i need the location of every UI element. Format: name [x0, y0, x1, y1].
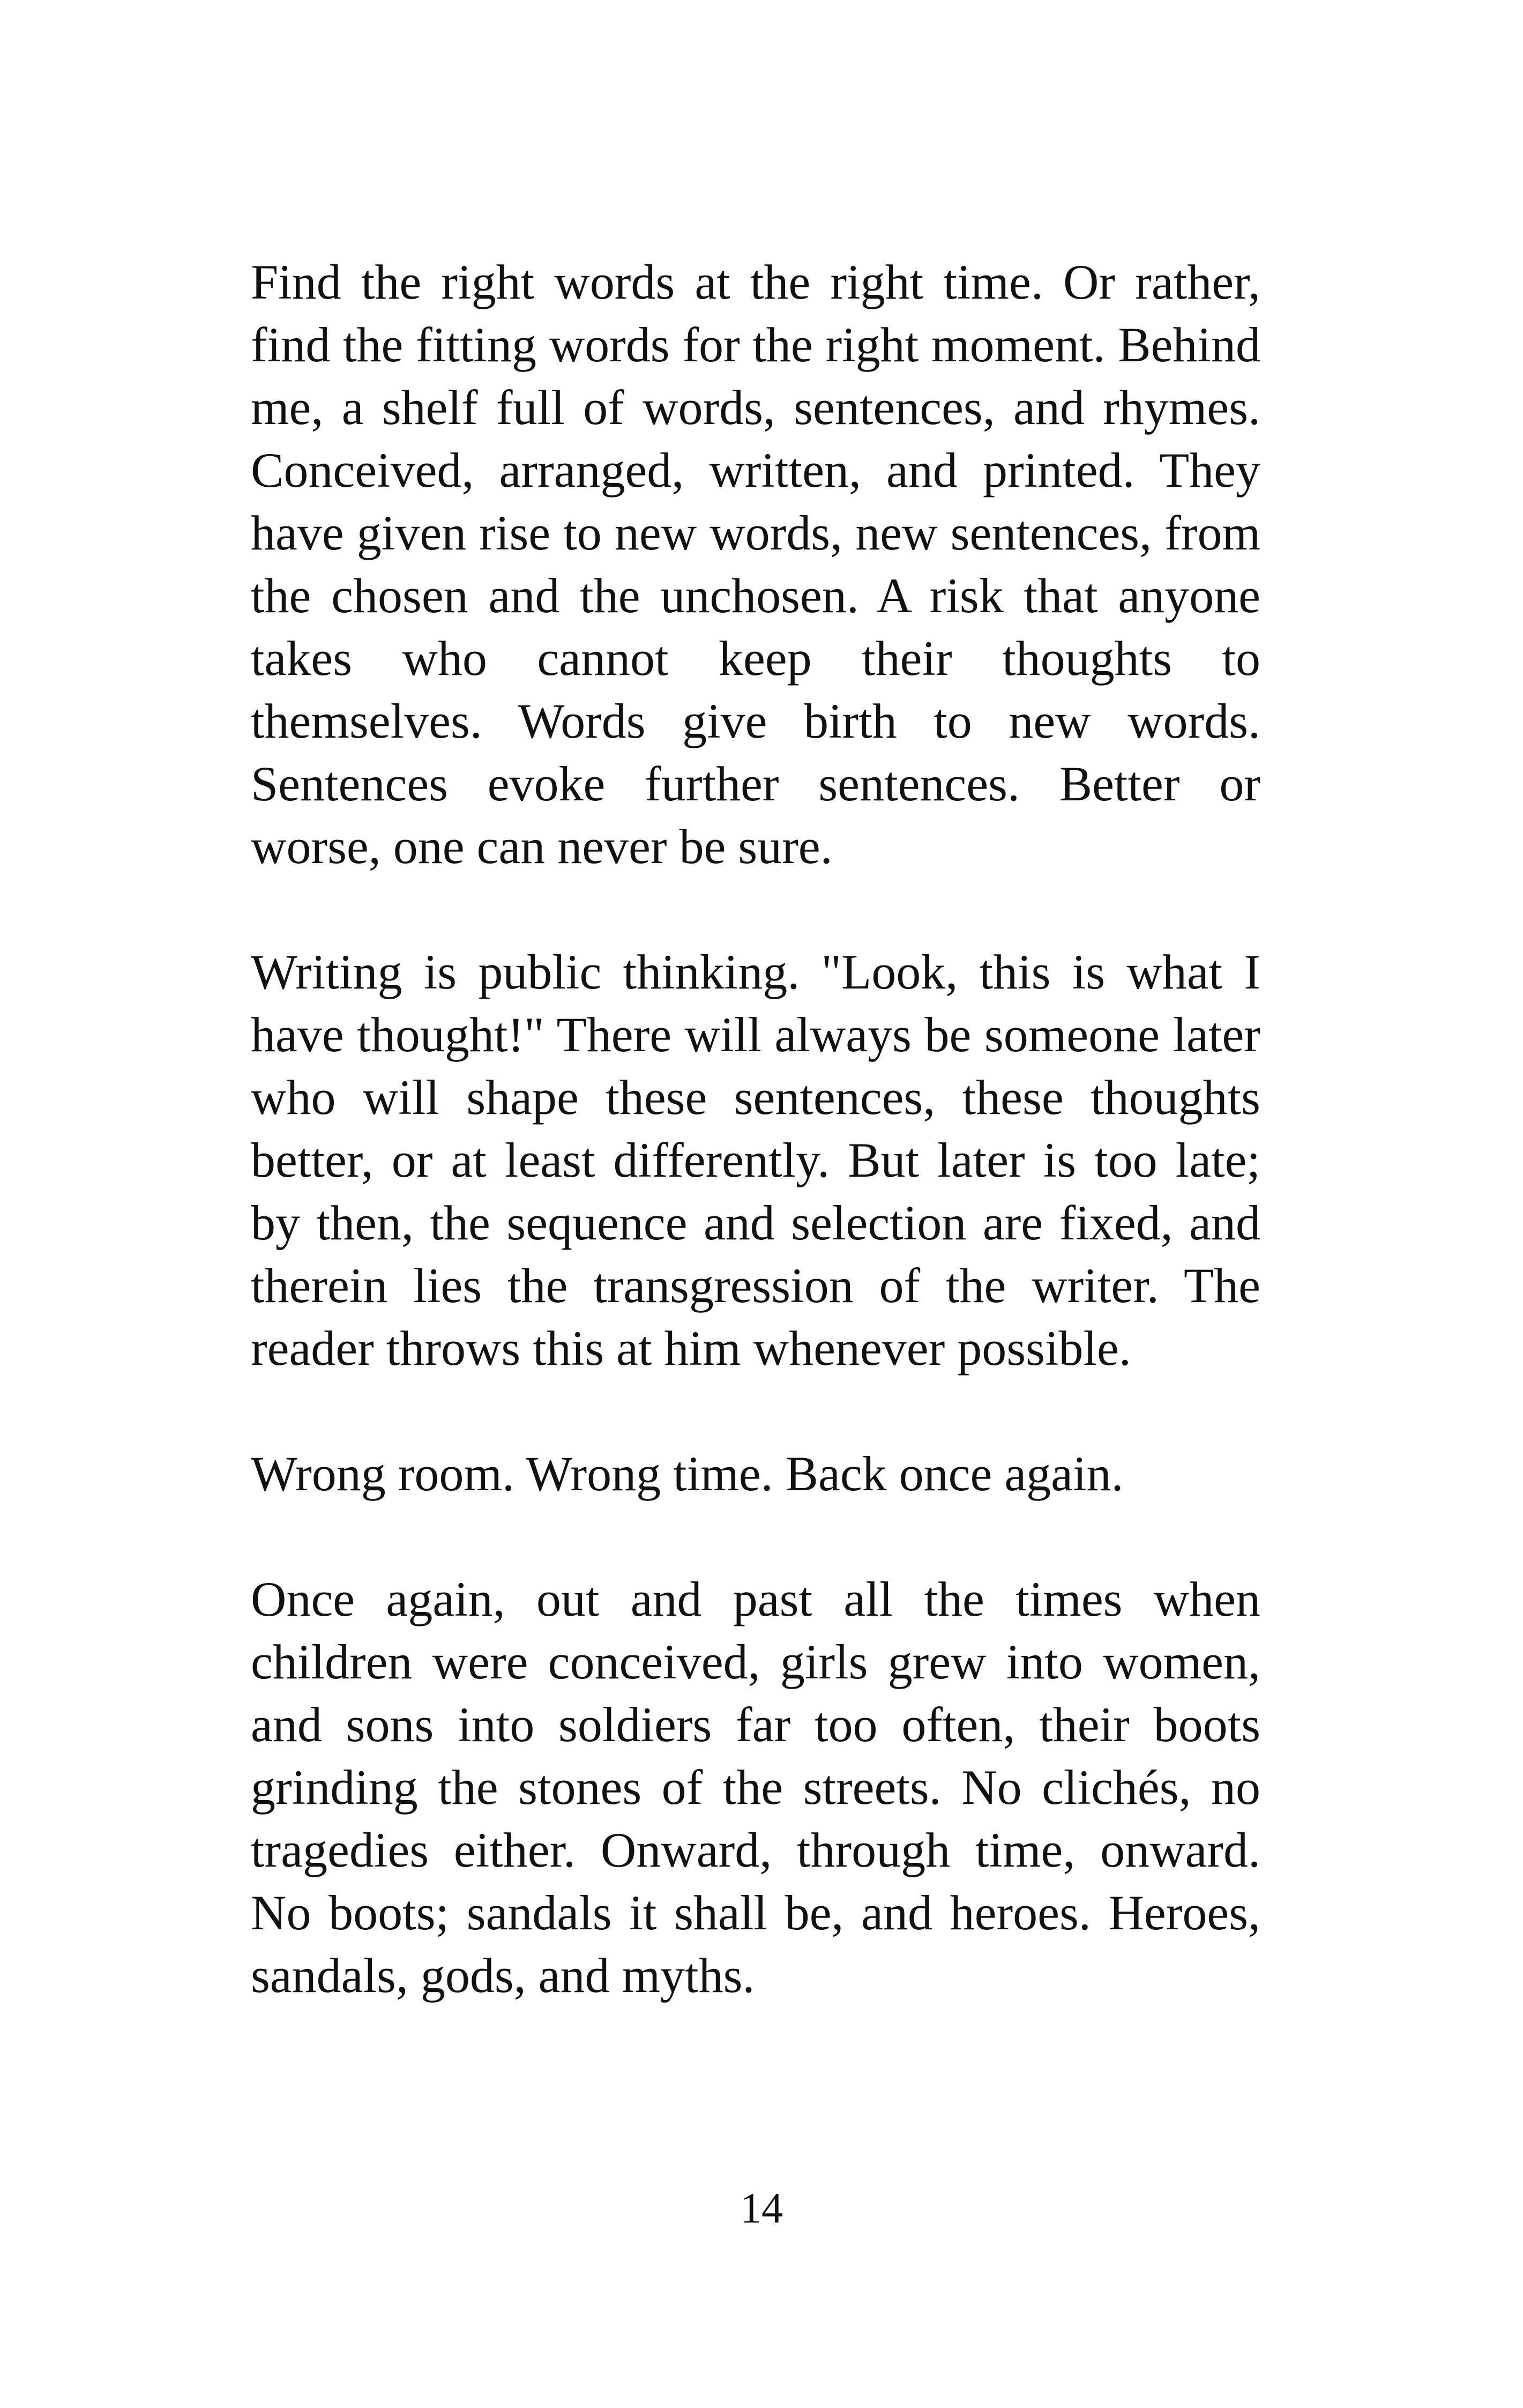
- body-text: [251, 251, 1260, 2070]
- paragraph-2: Writing is public thinking. "Look, this is what I have thought!" There will always be someone later who will shape these sentences, these thoughts better, or at least differently. But later is too late; by then, the sequence and selection are fixed, and therein lies the transgression of the writer. The reader throws this at him whenever possible.: [251, 945, 1260, 1376]
- paragraph-4: Once again, out and past all the times when children were conceived, girls grew into women, and sons into soldiers far too often, their boots grinding the stones of the streets. No clichés, no tragedies either. Onward, through time, onward. No boots; sandals it shall be, and heroes. Heroes, sandals, gods, and myths.: [251, 1572, 1260, 2003]
- paragraph-3: Wrong room. Wrong time. Back once again.: [251, 1446, 1124, 1501]
- paragraph-1: Find the right words at the right time. Or rather, find the fitting words for the right moment. Behind me, a shelf full of words, sentences, and rhymes. Conceived, arranged, written, and printed. They have given rise to new words, new sentences, from the chosen and the unchosen. A risk that anyone takes who cannot keep their thoughts to themselves. Words give birth to new words. Sentences evoke further sentences. Better or worse, one can never be sure.: [251, 255, 1260, 874]
- page-number: 14: [740, 2185, 783, 2232]
